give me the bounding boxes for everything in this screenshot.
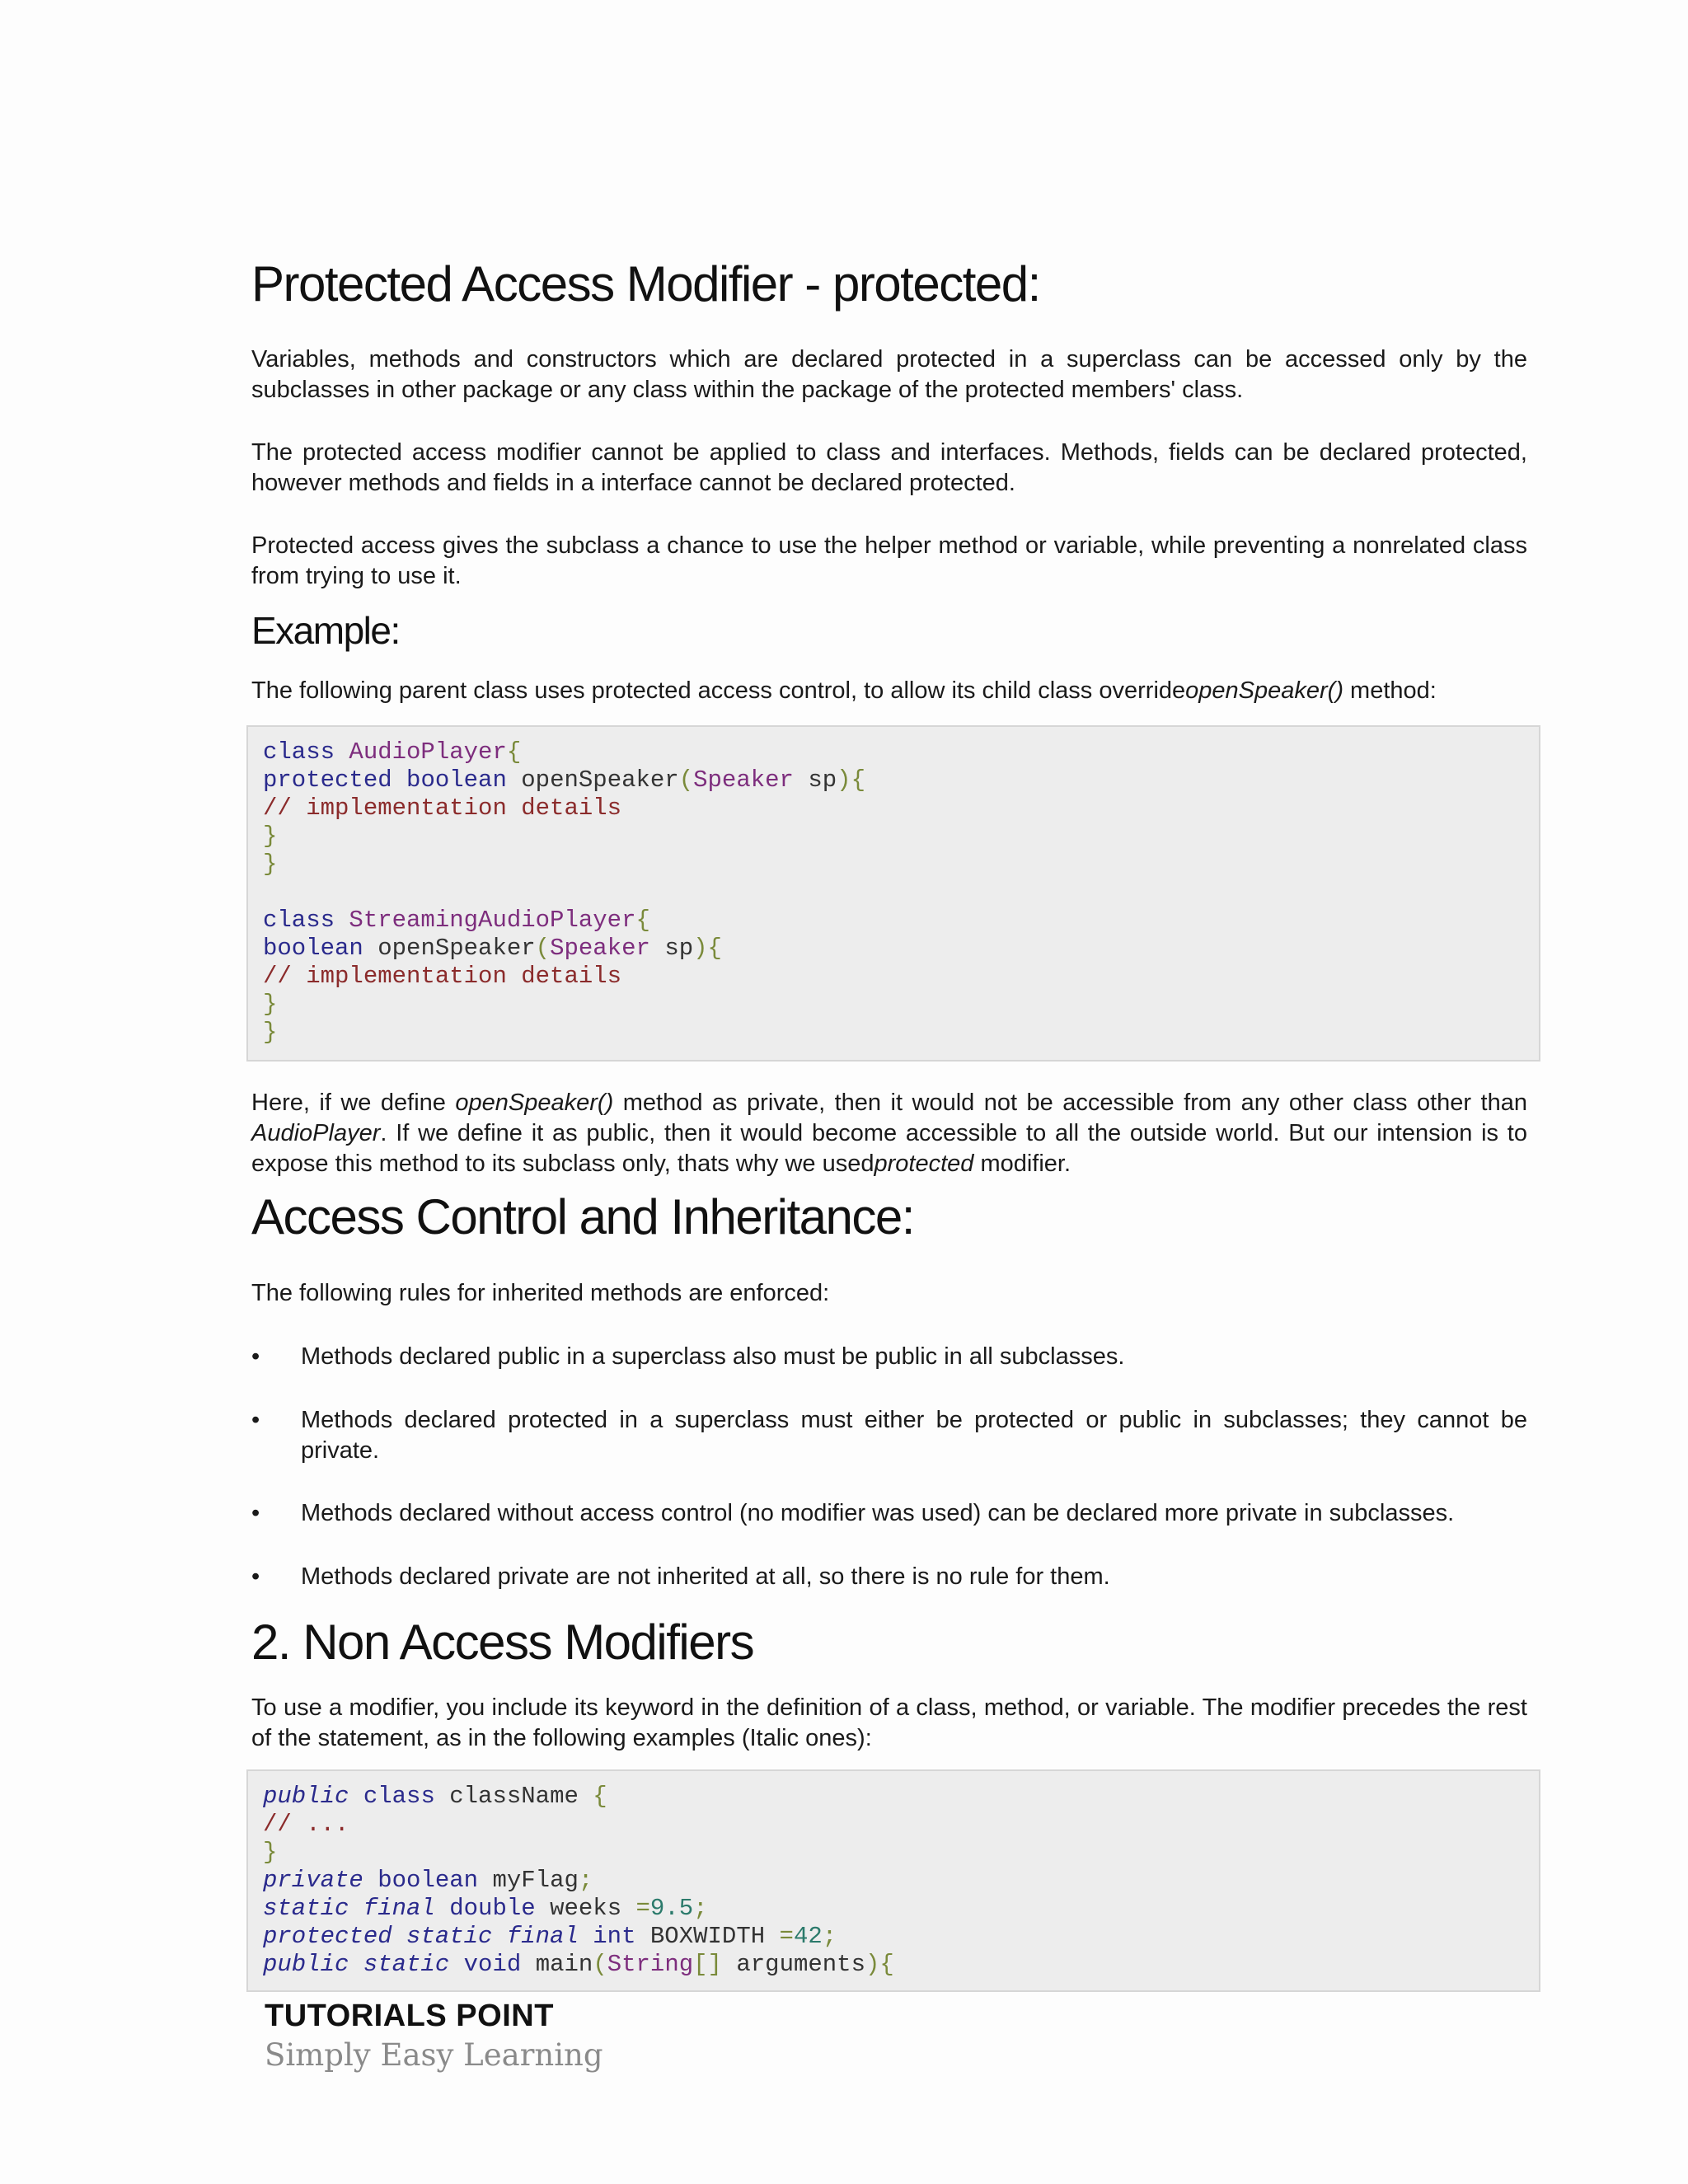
code-line: protected boolean openSpeaker(Speaker sp){: [263, 766, 865, 794]
code-line: public static void main(String[] arguments){: [263, 1951, 894, 1978]
code-line: public class className {: [263, 1783, 607, 1810]
footer-tagline: Simply Easy Learning: [265, 2037, 603, 2073]
code-block-1: [246, 725, 1540, 1062]
list-item: • Methods declared public in a superclass also must be public in all subclasses.: [251, 1342, 1527, 1372]
paragraph: Protected access gives the subclass a chance to use the helper method or variable, while preventing a nonrelated class from trying to use it.: [251, 532, 1527, 589]
paragraph: The following rules for inherited methods are enforced:: [251, 1280, 830, 1306]
code-line: class AudioPlayer{: [263, 738, 522, 766]
list-item: • Methods declared protected in a superclass must either be protected or public in subclasses; they cannot be private.: [251, 1407, 1527, 1464]
code-line: static final double weeks =9.5;: [263, 1895, 708, 1922]
bullet-icon: •: [251, 1500, 260, 1526]
code-line: protected static final int BOXWIDTH =42;: [263, 1923, 837, 1950]
bullet-icon: •: [251, 1407, 260, 1433]
code-line: }: [263, 1019, 278, 1046]
list-item: • Methods declared private are not inherited at all, so there is no rule for them.: [251, 1562, 1527, 1592]
code-line: class StreamingAudioPlayer{: [263, 907, 650, 934]
code-block-2: [246, 1769, 1540, 1992]
example-heading: Example:: [251, 609, 400, 652]
code-line: // ...: [263, 1811, 349, 1838]
section-heading: 2. Non Access Modifiers: [251, 1615, 754, 1670]
code-line: boolean openSpeaker(Speaker sp){: [263, 935, 722, 962]
code-line: // implementation details: [263, 963, 622, 990]
paragraph: Variables, methods and constructors which are declared protected in a superclass can be accessed only by the subclasses in other package or any class within the package of the protected members' class.: [251, 346, 1527, 403]
code-line: }: [263, 1839, 278, 1866]
paragraph: The protected access modifier cannot be applied to class and interfaces. Methods, fields can be declared protected, however methods and fields in a interface cannot be declared protected.: [251, 439, 1527, 496]
paragraph: Here, if we define openSpeaker() method as private, then it would not be accessible from any other class other than AudioPlayer. If we define it as public, then it would become accessible to all the outside world. But our intension is to expose this method to its subclass only, thats why we usedprotected modifier.: [251, 1090, 1527, 1177]
code-line: // implementation details: [263, 794, 622, 822]
code-line: [263, 879, 1539, 907]
inline-code-italic: openSpeaker(): [1185, 677, 1343, 704]
bullet-icon: •: [251, 1563, 260, 1590]
code-line: private boolean myFlag;: [263, 1867, 593, 1894]
bullet-icon: •: [251, 1343, 260, 1370]
list-item: • Methods declared without access control (no modifier was used) can be declared more private in subclasses.: [251, 1498, 1527, 1529]
paragraph: To use a modifier, you include its keyword in the definition of a class, method, or variable. The modifier precedes the rest of the statement, as in the following examples (Italic ones):: [251, 1694, 1527, 1751]
code-line: }: [263, 823, 278, 850]
footer-brand: TUTORIALS POINT: [265, 1999, 554, 2033]
section-heading: Protected Access Modifier - protected:: [251, 256, 1040, 312]
code-line: }: [263, 851, 278, 878]
example-intro: The following parent class uses protected access control, to allow its child class overrideopenSpeaker() method:: [251, 677, 1437, 704]
section-heading: Access Control and Inheritance:: [251, 1189, 914, 1244]
code-line: }: [263, 991, 278, 1018]
